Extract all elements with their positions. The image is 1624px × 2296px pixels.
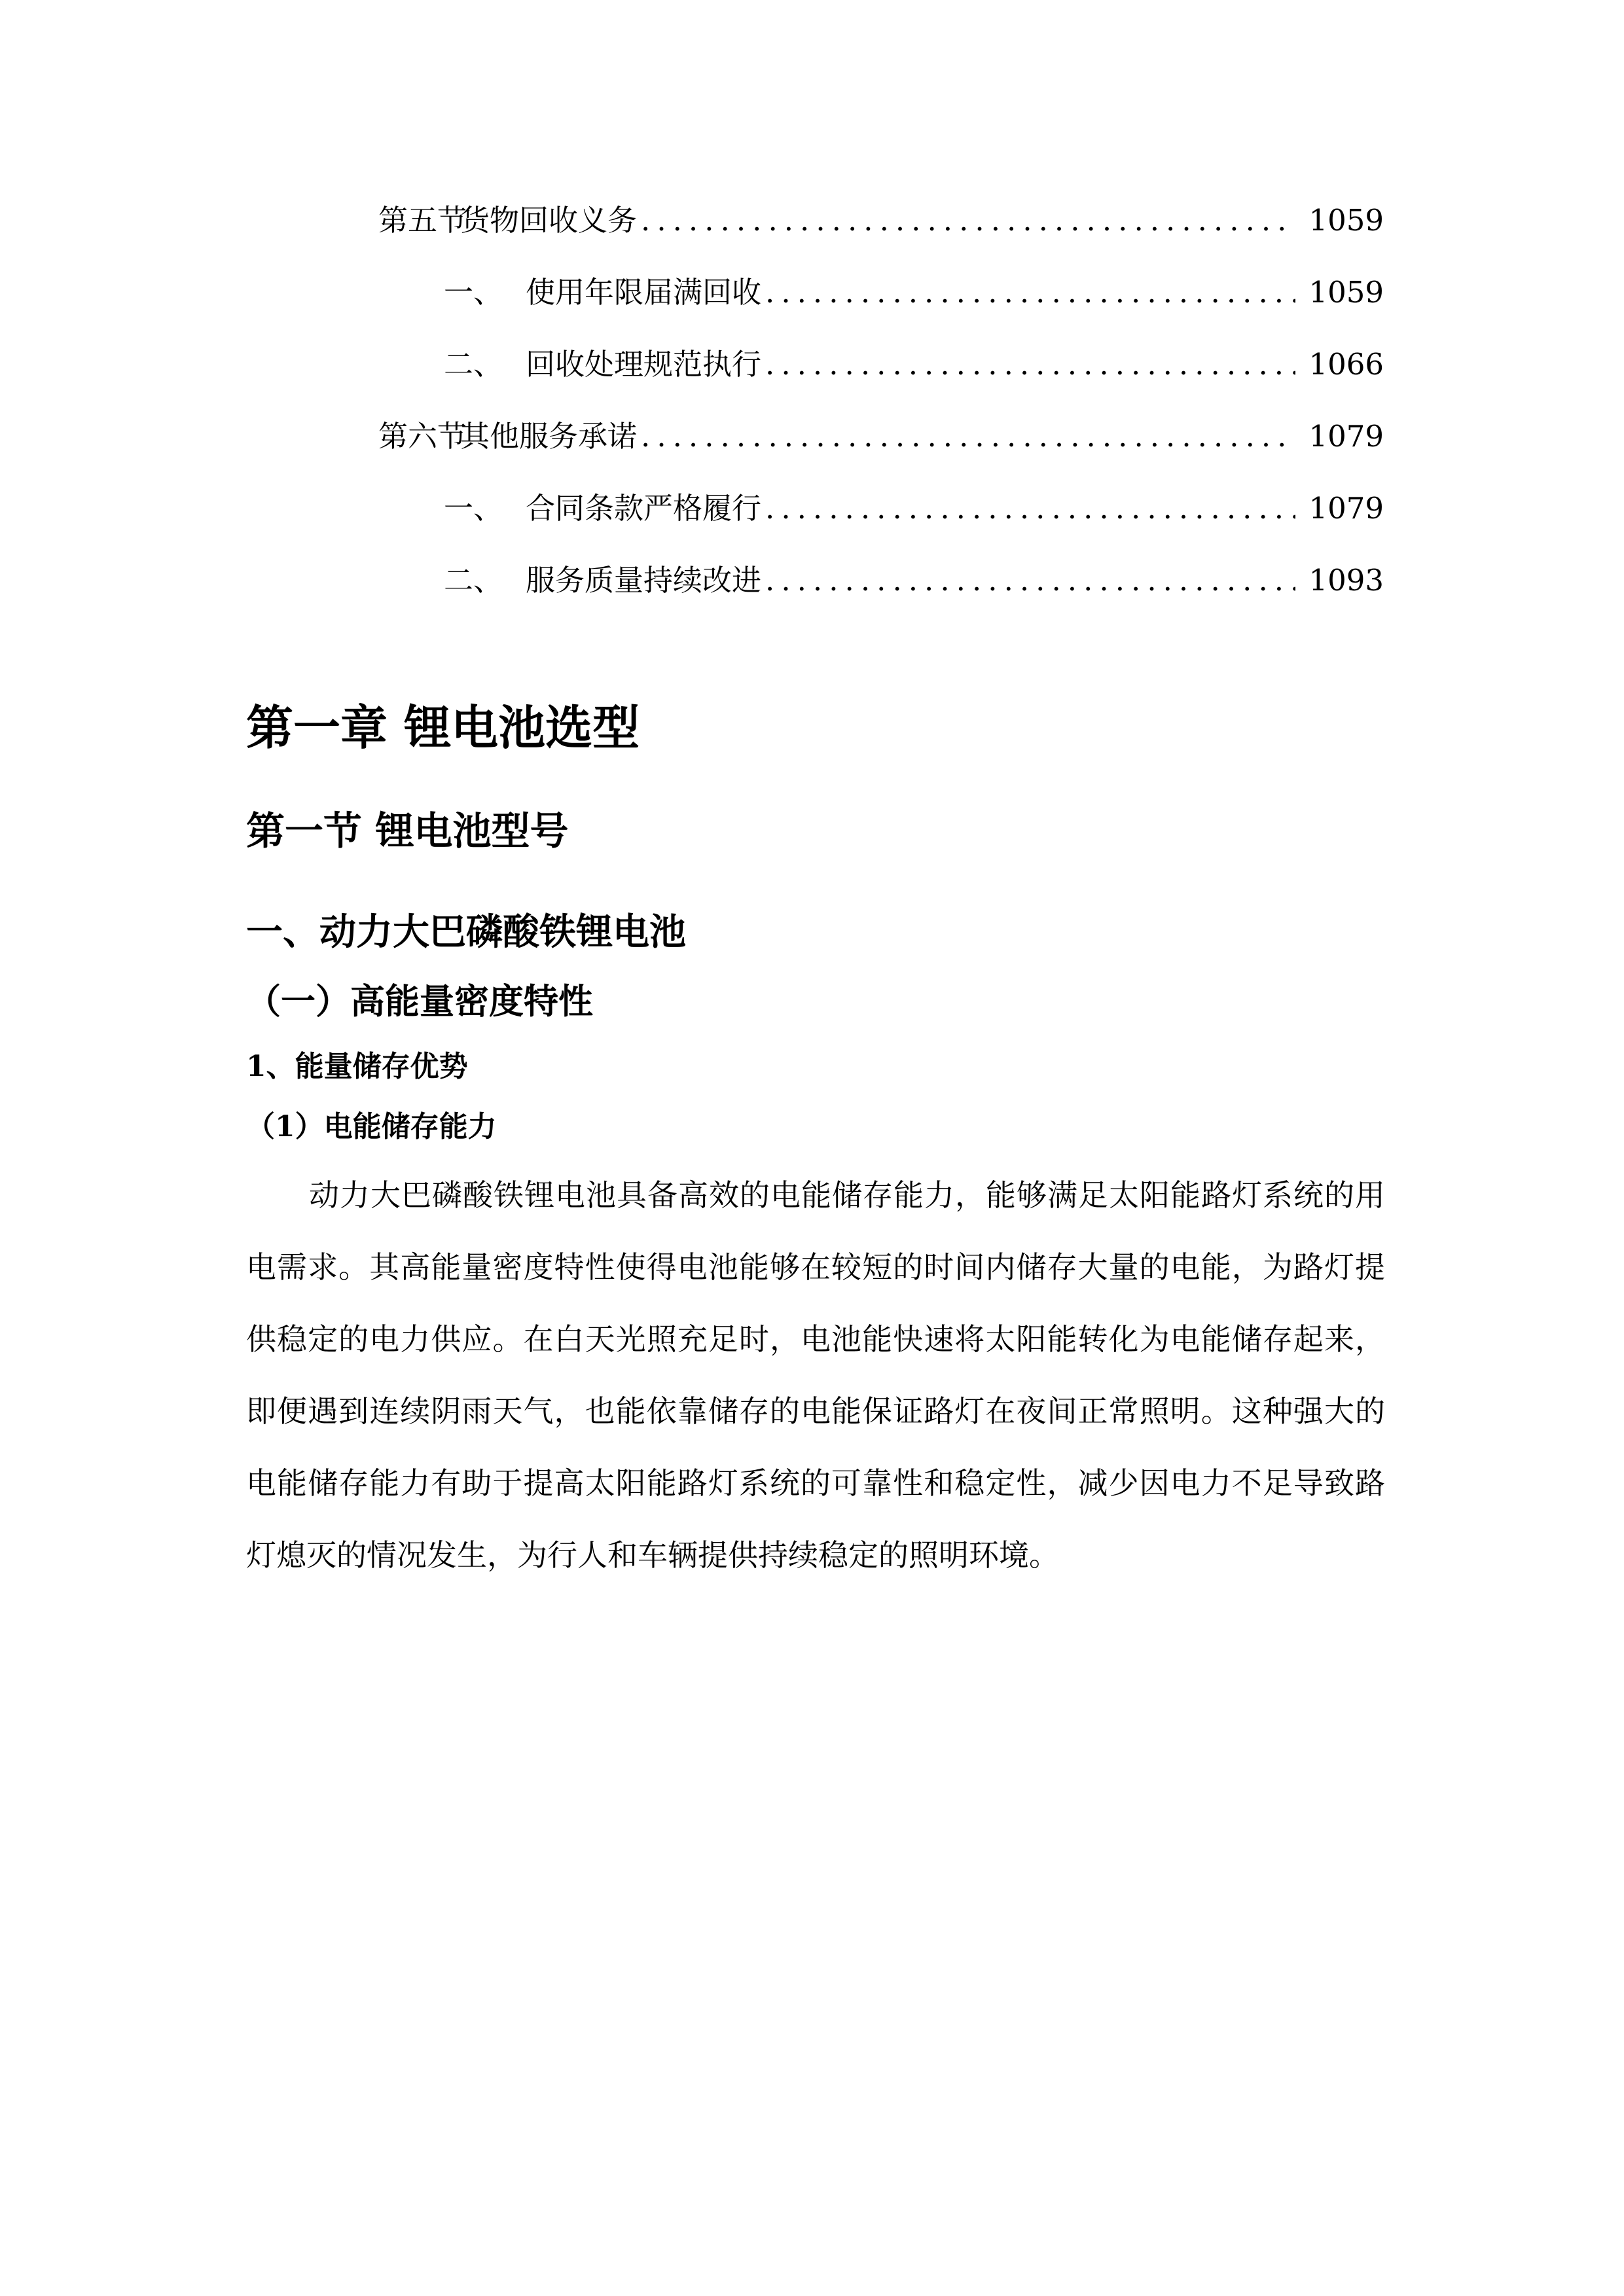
chapter-title: 第一章 锂电池选型 (246, 700, 640, 755)
subsubsection-title: （一）高能量密度特性 (246, 981, 593, 1022)
toc-entry[interactable] (378, 338, 1384, 410)
body-paragraph: 动力大巴磷酸铁锂电池具备高效的电能储存能力，能够满足太阳能路灯系统的用电需求。其高能量密度特性使得电池能够在较短的时间内储存大量的电能，为路灯提供稳定的电力供应。在白天光照充足时，电池能快速将太阳能转化为电能储存起来，即便遇到连续阴雨天气，也能依靠储存的电能保证路灯在夜间正常照明。这种强大的电能储存能力有助于提高太阳能路灯系统的可靠性和稳定性，减少因电力不足导致路灯熄灭的情况发生，为行人和车辆提供持续稳定的照明环境。 (246, 1177, 1385, 1573)
toc-entry-title: 使用年限届满回收 (526, 275, 762, 310)
toc-page-number: 1059 (1308, 275, 1384, 310)
toc-page-number: 1093 (1308, 563, 1384, 598)
section-title: 第一节 锂电池型号 (246, 808, 569, 853)
subsection-title: 一、动力大巴磷酸铁锂电池 (246, 911, 686, 954)
toc-leader-dots (765, 554, 1295, 607)
toc-entry-prefix: 第五节 (378, 203, 467, 238)
toc-entry-label (378, 410, 637, 463)
toc-entry-title: 回收处理规范执行 (526, 347, 762, 382)
toc-page-number: 1079 (1308, 419, 1384, 454)
table-of-contents (378, 194, 1384, 626)
toc-entry-label (444, 338, 761, 391)
toc-entry[interactable] (378, 482, 1384, 554)
toc-entry-title: 其他服务承诺 (460, 419, 638, 454)
toc-entry-title: 货物回收义务 (460, 203, 638, 238)
toc-entry-prefix: 一、 (444, 275, 503, 310)
toc-entry-prefix: 二、 (444, 347, 503, 382)
toc-page-number: 1066 (1308, 347, 1384, 382)
toc-leader-dots (641, 194, 1295, 247)
toc-entry-prefix: 一、 (444, 491, 503, 526)
subtopic-heading: （1）电能储存能力 (246, 1110, 497, 1143)
toc-leader-dots (765, 266, 1295, 319)
toc-entry[interactable] (378, 410, 1384, 482)
topic-heading: 1、能量储存优势 (246, 1050, 468, 1083)
toc-entry-label (444, 482, 761, 535)
toc-entry-prefix: 第六节 (378, 419, 467, 454)
toc-entry-label (444, 266, 761, 319)
toc-entry-prefix: 二、 (444, 563, 503, 598)
toc-entry-title: 服务质量持续改进 (526, 563, 762, 598)
toc-entry-label (444, 554, 761, 607)
toc-entry[interactable] (378, 266, 1384, 338)
toc-entry-title: 合同条款严格履行 (526, 491, 762, 526)
toc-leader-dots (641, 410, 1295, 463)
toc-leader-dots (765, 482, 1295, 535)
toc-page-number: 1079 (1308, 491, 1384, 526)
toc-page-number: 1059 (1308, 203, 1384, 238)
toc-entry[interactable] (378, 554, 1384, 626)
toc-leader-dots (765, 338, 1295, 391)
toc-entry[interactable] (378, 194, 1384, 266)
toc-entry-label (378, 194, 637, 247)
